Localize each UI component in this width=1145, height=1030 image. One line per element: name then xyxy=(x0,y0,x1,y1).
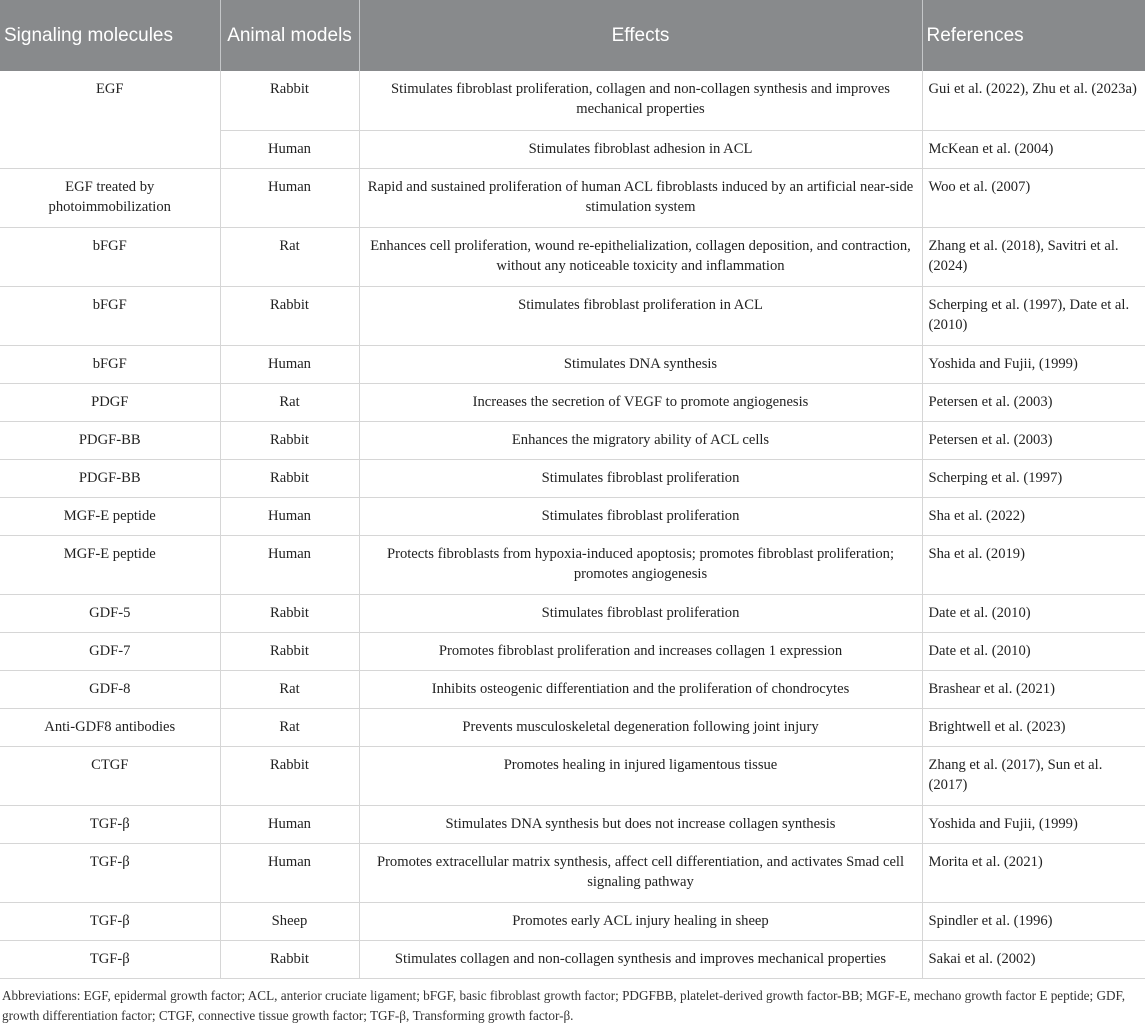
cell-effect: Stimulates fibroblast proliferation xyxy=(359,459,922,497)
cell-reference: Date et al. (2010) xyxy=(922,632,1145,670)
cell-effect: Stimulates fibroblast proliferation xyxy=(359,594,922,632)
cell-effect: Increases the secretion of VEGF to promote angiogenesis xyxy=(359,383,922,421)
table-row xyxy=(0,168,1145,227)
table-row xyxy=(0,497,1145,535)
cell-model: Human xyxy=(220,130,359,168)
cell-molecule: TGF-β xyxy=(0,805,220,843)
cell-reference: Spindler et al. (1996) xyxy=(922,902,1145,940)
cell-molecule: bFGF xyxy=(0,286,220,345)
cell-reference: Morita et al. (2021) xyxy=(922,843,1145,902)
table-row xyxy=(0,940,1145,978)
cell-molecule: Anti-GDF8 antibodies xyxy=(0,708,220,746)
cell-model: Human xyxy=(220,497,359,535)
cell-reference: Yoshida and Fujii, (1999) xyxy=(922,345,1145,383)
cell-model: Rabbit xyxy=(220,594,359,632)
cell-effect: Stimulates DNA synthesis but does not increase collagen synthesis xyxy=(359,805,922,843)
cell-molecule: CTGF xyxy=(0,746,220,805)
cell-effect: Enhances cell proliferation, wound re-epithelialization, collagen deposition, and contraction, without any noticeable toxicity and inflammation xyxy=(359,227,922,286)
table-row xyxy=(0,227,1145,286)
cell-model: Rabbit xyxy=(220,940,359,978)
cell-reference: Zhang et al. (2017), Sun et al. (2017) xyxy=(922,746,1145,805)
cell-model: Rabbit xyxy=(220,71,359,130)
cell-effect: Stimulates fibroblast proliferation, collagen and non-collagen synthesis and improves mechanical properties xyxy=(359,71,922,130)
cell-molecule: MGF-E peptide xyxy=(0,497,220,535)
cell-effect: Protects fibroblasts from hypoxia-induced apoptosis; promotes fibroblast proliferation; promotes angiogenesis xyxy=(359,535,922,594)
cell-molecule: PDGF xyxy=(0,383,220,421)
cell-effect: Promotes early ACL injury healing in sheep xyxy=(359,902,922,940)
header-animal-models: Animal models xyxy=(220,0,359,71)
cell-reference: Sakai et al. (2002) xyxy=(922,940,1145,978)
cell-model: Human xyxy=(220,805,359,843)
cell-model: Sheep xyxy=(220,902,359,940)
cell-molecule: GDF-8 xyxy=(0,670,220,708)
cell-effect: Stimulates collagen and non-collagen synthesis and improves mechanical properties xyxy=(359,940,922,978)
cell-molecule: TGF-β xyxy=(0,902,220,940)
cell-molecule: PDGF-BB xyxy=(0,459,220,497)
cell-reference: Yoshida and Fujii, (1999) xyxy=(922,805,1145,843)
cell-effect: Promotes healing in injured ligamentous tissue xyxy=(359,746,922,805)
cell-reference: Petersen et al. (2003) xyxy=(922,421,1145,459)
table-row xyxy=(0,535,1145,594)
cell-effect: Stimulates fibroblast proliferation in ACL xyxy=(359,286,922,345)
table-row xyxy=(0,902,1145,940)
cell-effect: Stimulates DNA synthesis xyxy=(359,345,922,383)
table-row xyxy=(0,843,1145,902)
table-row xyxy=(0,71,1145,130)
cell-model: Rat xyxy=(220,383,359,421)
cell-effect: Enhances the migratory ability of ACL cells xyxy=(359,421,922,459)
cell-model: Rabbit xyxy=(220,421,359,459)
cell-effect: Rapid and sustained proliferation of human ACL fibroblasts induced by an artificial near-side stimulation system xyxy=(359,168,922,227)
cell-reference: Petersen et al. (2003) xyxy=(922,383,1145,421)
table-row xyxy=(0,670,1145,708)
cell-molecule: MGF-E peptide xyxy=(0,535,220,594)
cell-molecule: bFGF xyxy=(0,227,220,286)
cell-molecule: TGF-β xyxy=(0,843,220,902)
cell-model: Human xyxy=(220,168,359,227)
cell-reference: Date et al. (2010) xyxy=(922,594,1145,632)
header-signaling-molecules: Signaling molecules xyxy=(0,0,220,71)
table-row xyxy=(0,459,1145,497)
cell-model: Human xyxy=(220,345,359,383)
cell-effect: Promotes extracellular matrix synthesis, affect cell differentiation, and activates Smad cell signaling pathway xyxy=(359,843,922,902)
cell-molecule: EGF treated by photoimmobilization xyxy=(0,168,220,227)
header-references: References xyxy=(922,0,1145,71)
cell-reference: McKean et al. (2004) xyxy=(922,130,1145,168)
table-row xyxy=(0,594,1145,632)
cell-model: Human xyxy=(220,535,359,594)
table-row xyxy=(0,746,1145,805)
cell-reference: Scherping et al. (1997) xyxy=(922,459,1145,497)
cell-molecule: GDF-7 xyxy=(0,632,220,670)
table-row xyxy=(0,805,1145,843)
cell-molecule: bFGF xyxy=(0,345,220,383)
cell-effect: Stimulates fibroblast proliferation xyxy=(359,497,922,535)
cell-model: Rabbit xyxy=(220,746,359,805)
cell-reference: Zhang et al. (2018), Savitri et al. (2024) xyxy=(922,227,1145,286)
table-row xyxy=(0,708,1145,746)
cell-model: Rat xyxy=(220,670,359,708)
cell-reference: Sha et al. (2019) xyxy=(922,535,1145,594)
cell-effect: Promotes fibroblast proliferation and increases collagen 1 expression xyxy=(359,632,922,670)
cell-molecule: PDGF-BB xyxy=(0,421,220,459)
table-row xyxy=(0,632,1145,670)
table-row xyxy=(0,383,1145,421)
cell-molecule: TGF-β xyxy=(0,940,220,978)
cell-model: Rabbit xyxy=(220,632,359,670)
cell-model: Rabbit xyxy=(220,459,359,497)
cell-model: Rat xyxy=(220,227,359,286)
cell-effect: Prevents musculoskeletal degeneration following joint injury xyxy=(359,708,922,746)
header-effects: Effects xyxy=(359,0,922,71)
abbreviations-footnote: Abbreviations: EGF, epidermal growth factor; ACL, anterior cruciate ligament; bFGF, basic fibroblast growth factor; PDGFBB, platelet-derived growth factor-BB; MGF-E, mechano growth factor E peptide; GDF, growth differentiation factor; CTGF, connective tissue growth factor; TGF-β, Transforming growth factor-β. xyxy=(2,987,1126,1023)
table-row xyxy=(0,286,1145,345)
cell-model: Rabbit xyxy=(220,286,359,345)
table-header-row xyxy=(0,0,1145,71)
table-row xyxy=(0,421,1145,459)
cell-effect: Stimulates fibroblast adhesion in ACL xyxy=(359,130,922,168)
cell-reference: Woo et al. (2007) xyxy=(922,168,1145,227)
cell-reference: Brightwell et al. (2023) xyxy=(922,708,1145,746)
cell-effect: Inhibits osteogenic differentiation and the proliferation of chondrocytes xyxy=(359,670,922,708)
cell-reference: Sha et al. (2022) xyxy=(922,497,1145,535)
cell-model: Human xyxy=(220,843,359,902)
cell-molecule: EGF xyxy=(0,71,220,168)
cell-reference: Gui et al. (2022), Zhu et al. (2023a) xyxy=(922,71,1145,130)
cell-molecule: GDF-5 xyxy=(0,594,220,632)
cell-model: Rat xyxy=(220,708,359,746)
cell-reference: Brashear et al. (2021) xyxy=(922,670,1145,708)
cell-reference: Scherping et al. (1997), Date et al. (2010) xyxy=(922,286,1145,345)
table-row xyxy=(0,345,1145,383)
